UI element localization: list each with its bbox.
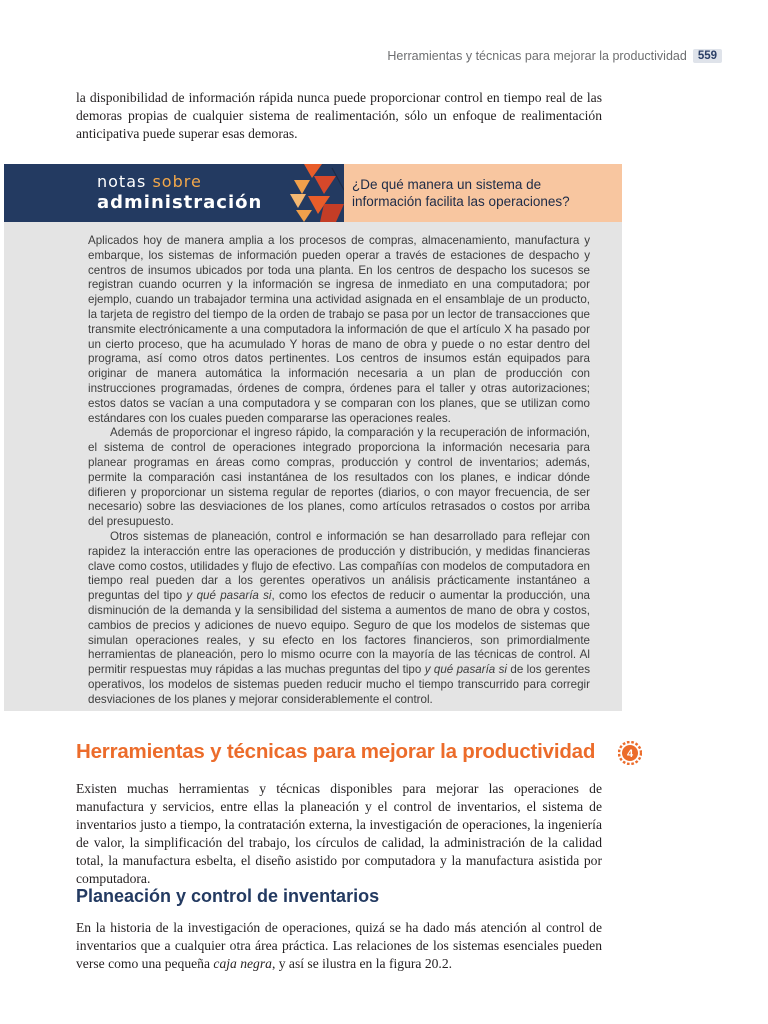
notes-box: [4, 164, 622, 711]
box-question: ¿De qué manera un sistema de información facilita las operaciones?: [352, 177, 570, 209]
banner-title: [97, 172, 262, 214]
banner-word-sobre: sobre: [152, 172, 202, 191]
banner-word-administracion: administración: [97, 192, 263, 213]
notes-box-header: [4, 164, 622, 222]
question-banner: [344, 164, 622, 222]
subsection-paragraph: En la historia de la investigación de operaciones, quizá se ha dado más atención al control de inventarios que a cualquier otra área práctica. Las relaciones de los sistemas esenciales pueden verse como una pequeña caja negra, y así se ilustra en la figura 20.2.: [76, 920, 602, 971]
section-paragraph: Existen muchas herramientas y técnicas disponibles para mejorar las operaciones de manufactura y servicios, entre ellas la planeación y el control de inventarios, el sistema de inventarios justo a tiempo, la contratación externa, la investigación de operaciones, la ingeniería de valor, la simplificación del trabajo, los círculos de calidad, la administración de la calidad total, la manufactura esbelta, el diseño asistido por computadora y la manufactura asistida por computadora.: [76, 781, 602, 886]
section-heading: Herramientas y técnicas para mejorar la productividad: [76, 740, 596, 763]
box-paragraph-2: Además de proporcionar el ingreso rápido, la comparación y la recuperación de información, el sistema de control de operaciones integrado proporciona la información necesaria para planear programas en áreas como compras, producción y control de inventarios; además, permite la comparación casi instantánea de los resultados con los planes, e indicar dónde difieren y proporcionar un sistema regular de reportes (diarios, o con mayor frecuencia, de ser necesario) sobre las desviaciones de los planes, como artículos retrasados o costos por arriba del presupuesto.: [88, 426, 590, 529]
running-head: [387, 47, 722, 65]
box-paragraph-1: Aplicados hoy de manera amplia a los procesos de compras, almacenamiento, manufactura y embarque, los sistemas de información pueden operar a través de estaciones de despacho y centros de insumos ubicados por toda una planta. En los centros de despacho los sucesos se registran cuando ocurren y la información se ingresa de inmediato en una computadora; por ejemplo, cuando un trabajador termina una actividad asignada en el ensamblaje de un producto, la tarjeta de registro del tiempo de la orden de trabajo se pasa por un lector de transacciones que transmite electrónicamente a una computadora la información de que el artículo X ha pasado por un cierto proceso, que ha acumulado Y horas de mano de obra y puede o no estar dentro del programa, así como otros datos pertinentes. Los centros de insumos están equipados para originar de manera automática la información necesaria a un plan de producción con instrucciones programadas, órdenes de compra, órdenes para el taller y otras autorizaciones; estos datos se vacían a una computadora y se comparan con los planes, que se utilizan como estándares con los cuales pueden compararse las operaciones reales.: [88, 234, 590, 425]
geometric-decoration-icon: [290, 164, 344, 222]
badge-number: 4: [626, 748, 634, 760]
box-paragraph-3: Otros sistemas de planeación, control e información se han desarrollado para reflejar con rapidez la interacción entre las operaciones de producción y distribución, y medidas financieras clave como costos, utilidades y flujo de efectivo. Las compañías con modelos de computadora en tiempo real pueden dar a los gerentes operativos un análisis prácticamente instantáneo a preguntas del tipo y qué pasaría si, como los efectos de reducir o aumentar la producción, una disminución de la demanda y la sensibilidad del sistema a aumentos de mano de obra y costos, cambios de precios y adiciones de nuevo equipo. Seguro de que los modelos de sistemas que simulan operaciones reales, y su efecto en los factores financieros, son primordialmente herramientas de planeación, pero lo mismo ocurre con la mayoría de las técnicas de control. Al permitir respuestas muy rápidas a las muchas preguntas del tipo y qué pasaría si de los gerentes operativos, los modelos de sistemas pueden reducir mucho el tiempo transcurrido para corregir desviaciones de los planes y mejorar considerablemente el control.: [88, 529, 590, 706]
learning-objective-badge-icon: [618, 741, 642, 765]
intro-paragraph: la disponibilidad de información rápida nunca puede proporcionar control en tiempo real de las demoras propias de cualquier sistema de realimentación, sólo un enfoque de realimentación anticipativa puede superar esas demoras.: [76, 90, 602, 141]
subsection-heading: Planeación y control de inventarios: [76, 886, 380, 906]
notes-box-body: [88, 234, 590, 708]
running-title: Herramientas y técnicas para mejorar la productividad: [387, 49, 687, 63]
page-number: 559: [693, 49, 722, 63]
banner-word-notas: notas: [97, 172, 147, 191]
notes-banner: [4, 164, 344, 222]
